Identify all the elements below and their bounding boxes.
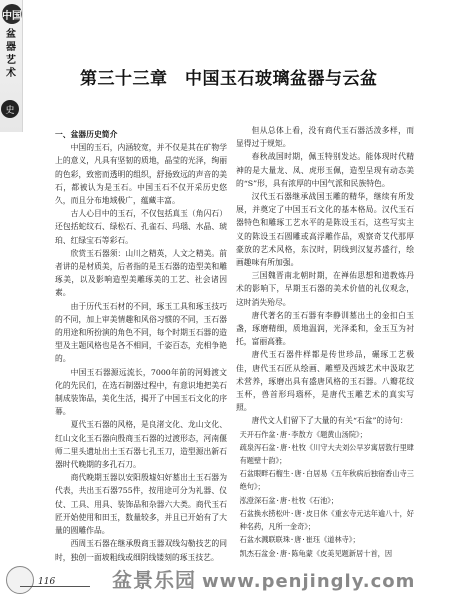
paragraph: 春秋战国时期，佩玉特别发达。能体现时代精神的是大量龙、凤、虎形玉佩，造型呈现有动态美的“S”形，具有浓厚的中国气派和民族特色。	[236, 152, 414, 188]
watermark-text: 盆景乐园	[112, 568, 196, 592]
side-tab	[0, 0, 23, 132]
paragraph: 唐代著名的玉石器有李静训墓出土的金扣白玉盏，琢磨精细，质地温润，光泽柔和，金玉互为衬托，富丽高雅。	[236, 310, 414, 347]
paragraph: 欣赏玉石器须：山川之精英，人文之精美。前者讲的是材质美，后者指的是玉石器的造型美和雕琢美，以及影响造型美雕琢美的工艺、社会诸因素。	[55, 248, 227, 298]
vertical-title-char: 艺	[6, 55, 16, 66]
paragraph: 商代晚期玉器以安阳殷墟妇好墓出土玉石器为代表，共出玉石器755件，按用途可分为礼器、仪仗、工具、用具、装饰品和杂器六大类。商代玉石匠开始使用和田玉，数量较多，并且已开始有了大量的圆雕作品。	[55, 473, 227, 536]
vertical-title-char: 盆	[6, 29, 16, 40]
chapter-title: 第三十三章 中国玉石玻璃盆器与云盆	[80, 69, 378, 89]
vertical-title-char: 术	[6, 68, 16, 79]
paragraph: 古人心目中的玉石，不仅包括真玉（角闪石）还包括蛇纹石、绿松石、孔雀石、玛瑙、水晶、琥珀、红绿宝石等彩石。	[55, 209, 227, 245]
vertical-book-title	[4, 28, 18, 80]
page-number: 116	[38, 577, 56, 587]
poem-line: 天开石作盆·唐·李敖方《题黄山汤院》；	[239, 429, 367, 439]
right-column	[236, 124, 414, 560]
paragraph: 唐代玉石器件样都是传世珍品，碾琢工艺极佳，唐代玉石匠从绘画、雕塑及西域艺术中汲取艺术营养，琢磨出具有盛唐风格的玉石器。八瓣花纹玉杯，兽首形玛瑙杯，是唐代玉雕艺术的真实写照。	[236, 350, 414, 413]
paragraph: 西周玉石器在继承殷商玉器双线勾勒技艺的同时，独创一面坡粗线或细阴线镂刻的琢玉技艺。	[55, 539, 227, 562]
roundel-icon: 史	[1, 100, 19, 118]
poem-line: 石盆水溅联联珠·唐·崔珏《道林寺》；	[239, 535, 360, 545]
section-heading: 一、盆器历史简介	[55, 130, 118, 139]
paragraph: 汉代玉石器继承战国玉雕的精华，继续有所发展，并奠定了中国玉石文化的基本格局。汉代玉石器特色和雕琢工艺水平的是陈设玉石，这些写实主义的陈设玉石圆雕或高浮雕作品，观察奇艾代那厚豪放的艺术风格，东汉时，阴线到汉复苏盛行，绘画趣味有所加强。	[236, 192, 414, 268]
poem-line: 石盆眼畔石榴生·唐·白居易《五年秋病后独宿香山寺三绝句》；	[239, 469, 414, 492]
watermark-url: www.penjingly.com	[202, 571, 416, 592]
paragraph: 由于历代玉石材的不同，琢玉工具和琢玉技巧的不同，加上审美情趣和风俗习惯的不同，玉石器的用途和所扮演的角色不同，每个时期玉石器的造型及主题风格也是各不相同，千姿百态，充相争艳的。	[55, 301, 227, 364]
paragraph: 但从总体上看，没有商代玉石器活泼多样，而显得过于规矩。	[236, 126, 414, 149]
footer-ornament-icon	[6, 566, 34, 594]
seal-logo: 中国	[2, 4, 22, 24]
poem-line: 泓澄深石盆·唐·杜牧《石池》；	[239, 495, 339, 505]
paragraph: 夏代玉石器的风格，是良渚文化、龙山文化、红山文化玉石器向殷商玉石器的过渡形态，河南偃师二里头遗址出土玉石器七孔玉刀，造型源出新石器时代晚期的多孔石刀。	[55, 420, 227, 470]
site-watermark	[112, 564, 442, 593]
poem-line: 石盆换水捞松叶·唐·皮日休《重玄寺元达年逾八十，好种名药，凡所一金奇》；	[239, 508, 414, 532]
paragraph: 中国玉石器源远流长，7000年前的河姆渡文化的先民们，在选石制器过程中，有意识地把美石制成装饰品，美化生活，揭开了中国玉石文化的序幕。	[55, 367, 227, 417]
poem-line: 疏泉泻石盆·唐·杜牧《川守大夫刘公早岁寓居敦行里肆有题壁十韵》；	[239, 442, 414, 466]
vertical-title-char: 器	[6, 42, 16, 53]
paragraph: 中国的玉石，内涵较宽，并不仅是其在矿物学上的意义，凡具有坚韧的质地，晶莹的光泽，绚丽的色彩，致密而透明的组织，舒扬致远的声音的美石，都被认为是玉石。中国玉石不仅开采历史悠久，而且分布地域极广，蕴藏丰富。	[55, 143, 227, 206]
paragraph: 三国魏晋南北朝时期，在禅佑思想和道教炼丹术的影响下，早期玉石器的美术价值的礼仪观念，这时消失殆尽。	[236, 271, 414, 307]
poem-line: 凯杰石盆金·唐·陈龟蒙《皮美见题新居十首，因	[239, 548, 393, 558]
left-column	[55, 128, 227, 564]
paragraph: 唐代文人们留下了大量的有关“石盆”的诗句：	[251, 416, 408, 426]
